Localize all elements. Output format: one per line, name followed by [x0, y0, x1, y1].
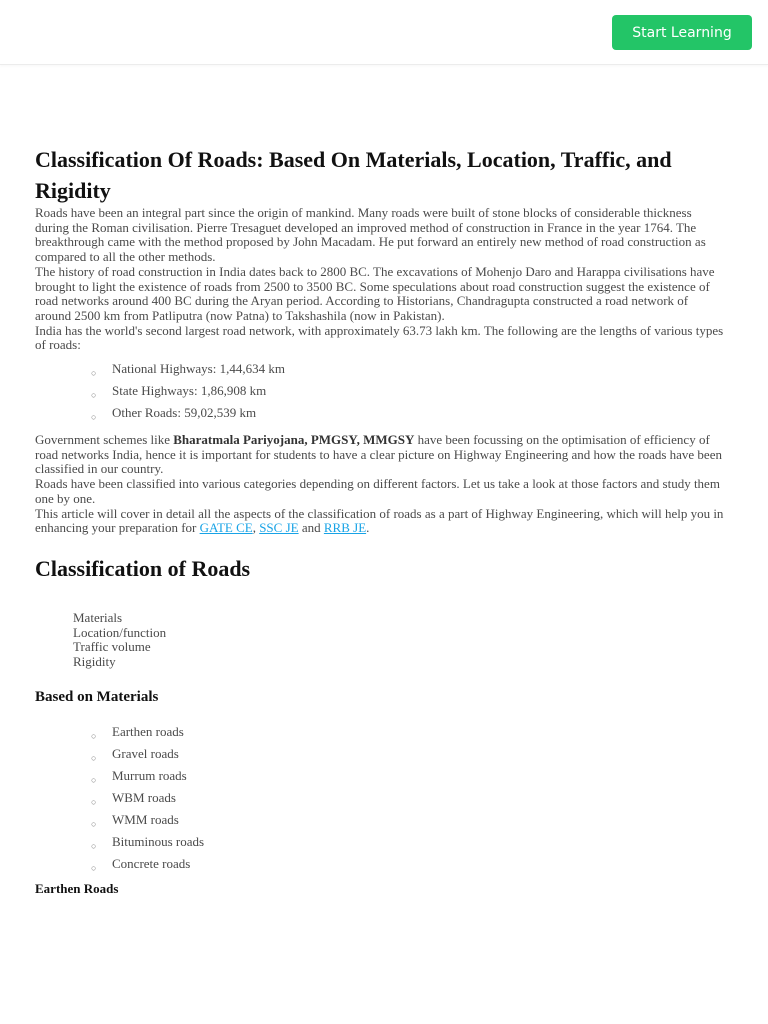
list-item: [91, 405, 725, 427]
section-heading: Classification of Roads: [35, 555, 251, 581]
list-item-label: WBM roads: [112, 789, 176, 805]
ssc-je-link[interactable]: SSC JE: [259, 520, 299, 536]
schemes-suffix: have been focussing on the optimisation of efficiency of road networks India, hence it is important for students to have a clear picture on Highway Engineering and how the roads have been classified in our country.: [35, 432, 722, 477]
list-item: [91, 383, 725, 405]
page-title: Classification Of Roads: Based On Materials, Location, Traffic, and Rigidity: [35, 147, 672, 203]
circle-bullet-icon: ○: [91, 368, 97, 379]
list-item-label: Concrete roads: [112, 855, 191, 871]
list-item: [91, 811, 725, 834]
list-item-label: WMM roads: [112, 811, 179, 827]
list-item-label: Murrum roads: [112, 767, 187, 783]
rrb-je-link[interactable]: RRB JE: [323, 520, 367, 536]
list-item: [91, 767, 725, 790]
list-item-label: National Highways: 1,44,634 km: [112, 361, 285, 377]
list-item: [91, 723, 725, 746]
start-learning-button[interactable]: Start Learning: [612, 15, 752, 50]
coverage-paragraph: [35, 507, 725, 536]
schemes-bold: Bharatmala Pariyojana, PMGSY, MMGSY: [173, 432, 415, 448]
list-item-label: Earthen roads: [112, 723, 184, 739]
list-item-label: Bituminous roads: [112, 833, 205, 849]
intro-paragraph: Roads have been an integral part since the origin of mankind. Many roads were built of stone blocks of considerable thickness during the Roman civilisation. Pierre Tresaguet developed an improved method of construction in France in the year 1764. The breakthrough came with the method proposed by John Macadam. He put forward an entirely new method of road construction as compared to all the other methods.: [35, 205, 706, 265]
list-item: Traffic volume: [73, 639, 151, 655]
top-bar: [0, 0, 768, 65]
list-item-label: State Highways: 1,86,908 km: [112, 383, 267, 399]
history-paragraph: The history of road construction in India dates back to 2800 BC. The excavations of Mohenjo Daro and Harappa civilisations have brought to light the existence of roads from 2500 to 3500 BC. Some speculations about road construction suggest the existence of road networks around 400 BC during the Aryan period. According to Historians, Chandragupta constructed a road network of around 2500 km from Patliputra (now Patna) to Takshashila (now in Pakistan).: [35, 263, 715, 323]
materials-heading: Based on Materials: [35, 688, 159, 705]
link-separator: ,: [252, 520, 260, 536]
earthen-roads-heading: Earthen Roads: [35, 880, 119, 896]
materials-list: [35, 724, 725, 878]
circle-bullet-icon: ○: [91, 752, 97, 763]
list-item: [91, 745, 725, 768]
gate-ce-link[interactable]: GATE CE: [199, 520, 253, 536]
schemes-prefix: Government schemes like: [35, 432, 174, 448]
sentence-end: .: [366, 520, 370, 536]
list-item: [91, 833, 725, 856]
circle-bullet-icon: ○: [91, 390, 97, 401]
circle-bullet-icon: ○: [91, 796, 97, 807]
list-item: [91, 855, 725, 878]
network-paragraph: India has the world's second largest road network, with approximately 63.73 lakh km. The following are the lengths of various types of roads:: [35, 322, 724, 353]
list-item-label: Gravel roads: [112, 745, 179, 761]
factors-paragraph: Roads have been classified into various categories depending on different factors. Let us take a look at those factors and study them one by one.: [35, 476, 720, 506]
article-content: [35, 144, 725, 897]
list-item: [91, 789, 725, 812]
list-item: Materials: [73, 609, 123, 625]
circle-bullet-icon: ○: [91, 774, 97, 785]
schemes-paragraph: [35, 433, 725, 477]
link-separator: and: [298, 520, 324, 536]
circle-bullet-icon: ○: [91, 818, 97, 829]
circle-bullet-icon: ○: [91, 862, 97, 873]
factors-list: [35, 611, 725, 670]
circle-bullet-icon: ○: [91, 840, 97, 851]
list-item: Rigidity: [73, 654, 116, 670]
circle-bullet-icon: ○: [91, 730, 97, 741]
list-item-label: Other Roads: 59,02,539 km: [112, 405, 257, 421]
road-lengths-list: [35, 361, 725, 427]
circle-bullet-icon: ○: [91, 412, 97, 423]
coverage-text: This article will cover in detail all the aspects of the classification of roads as a part of Highway Engineering, which will help you in enhancing your preparation for: [35, 505, 724, 536]
list-item: [91, 361, 725, 383]
list-item: Location/function: [73, 624, 167, 640]
